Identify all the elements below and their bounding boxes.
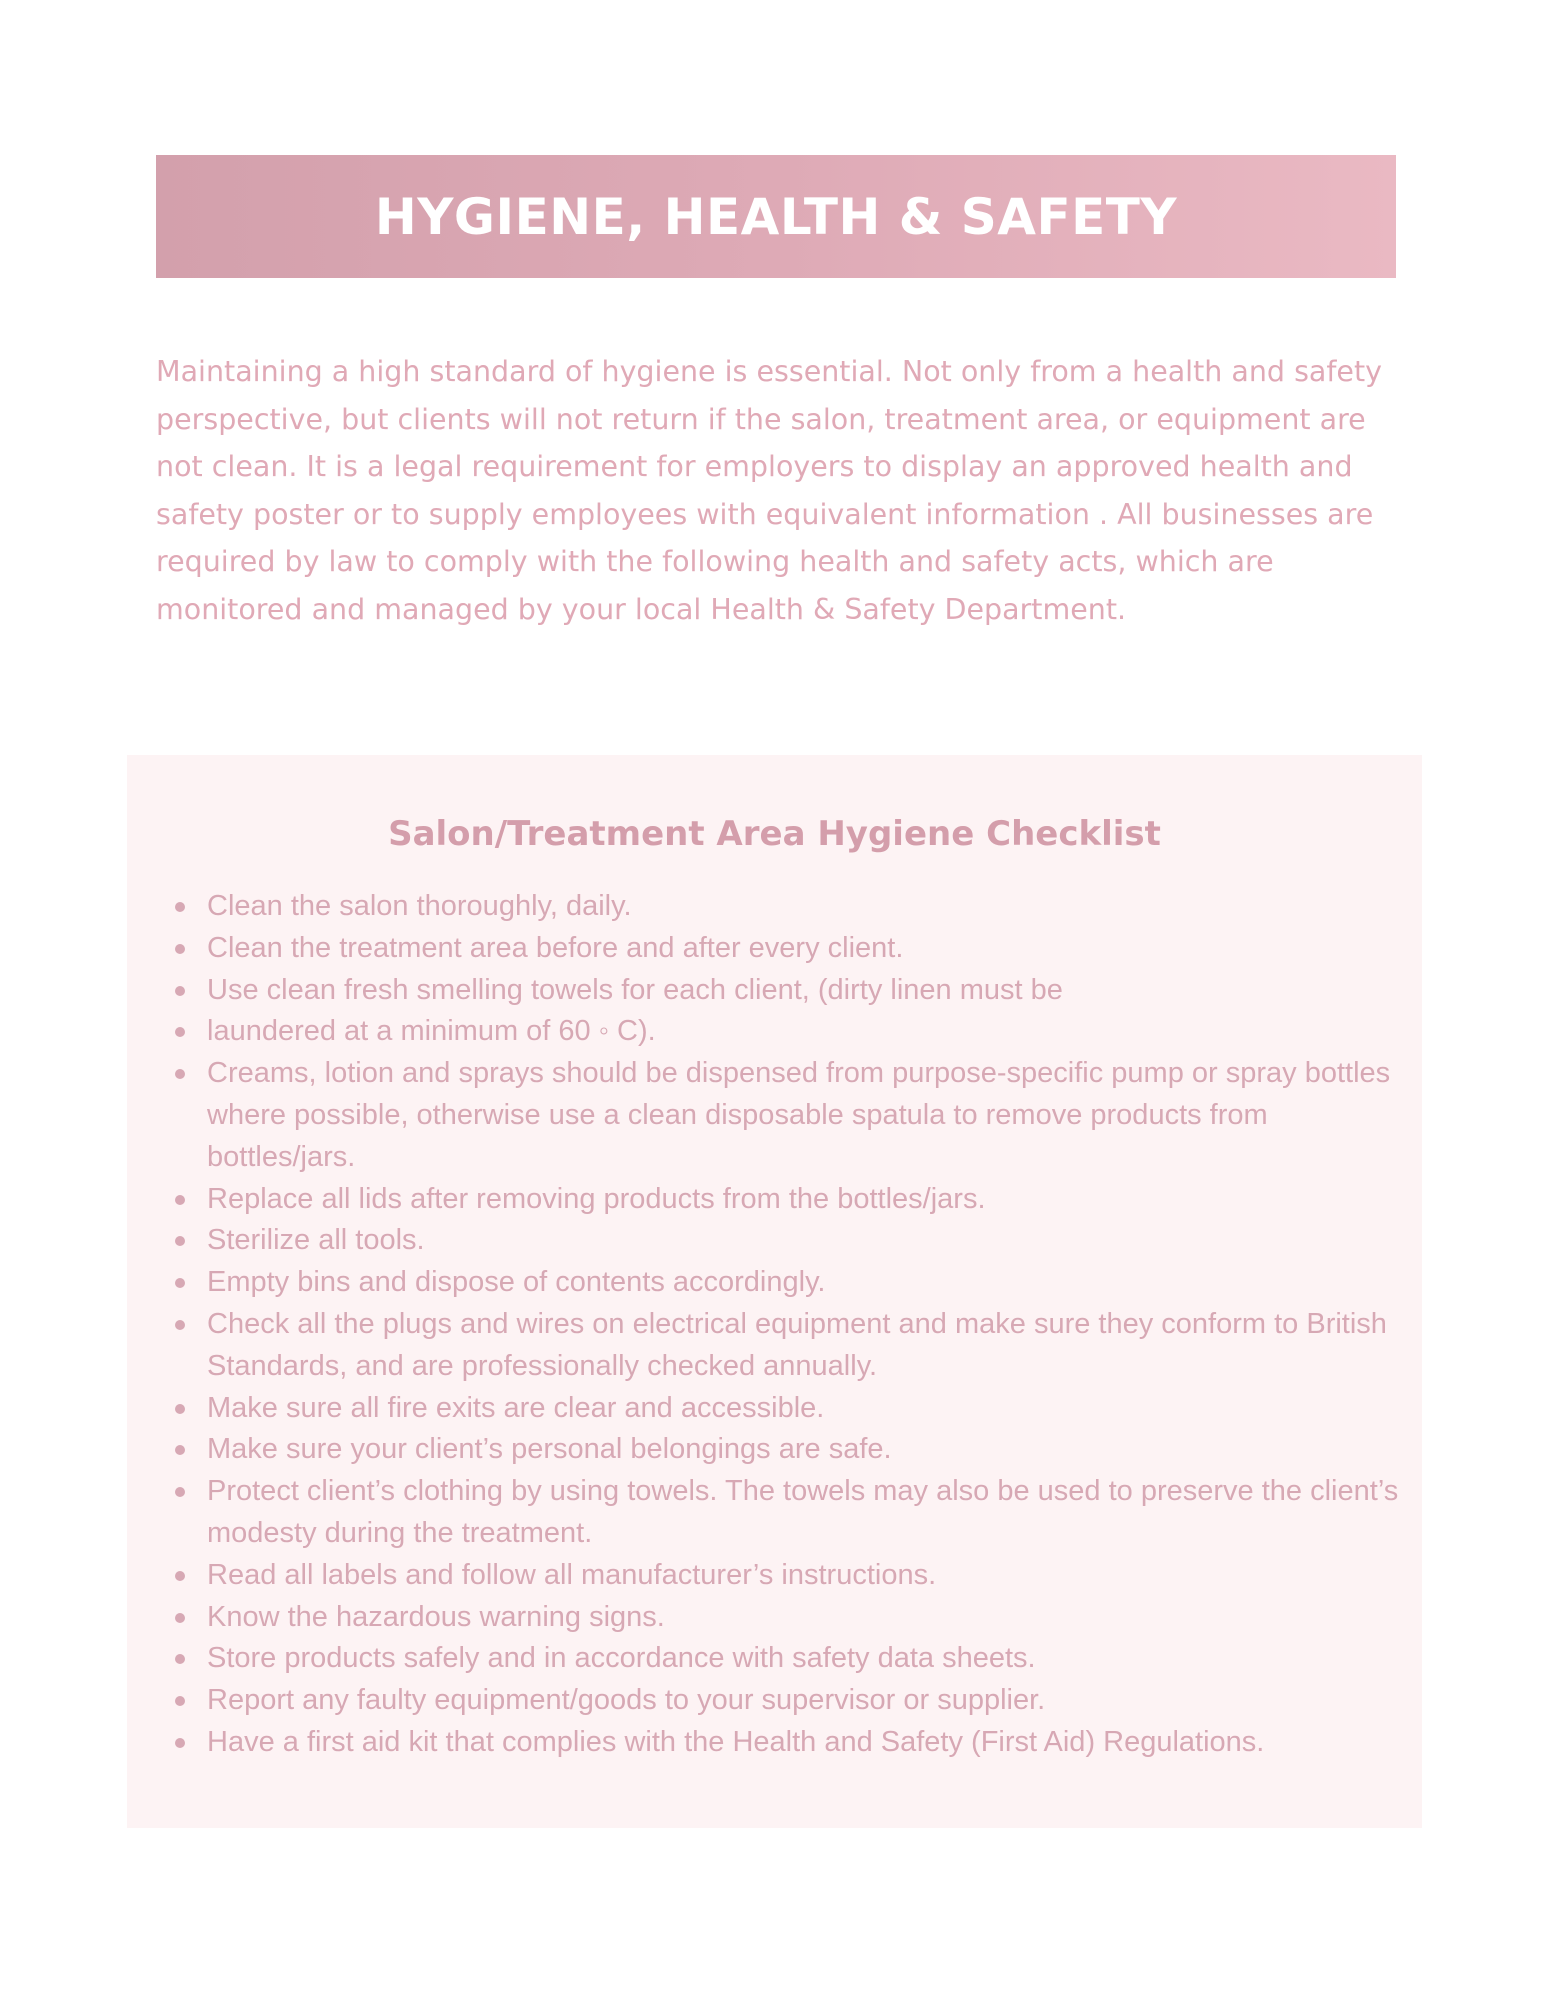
list-item-text: laundered at a minimum of 60 ◦ C). xyxy=(207,1015,656,1048)
list-item xyxy=(207,1011,1407,1053)
list-item xyxy=(207,1262,1407,1304)
list-item xyxy=(207,1304,1407,1388)
bullet-icon xyxy=(175,1404,185,1414)
list-item-text: Make sure your client’s personal belongings are safe. xyxy=(207,1433,892,1466)
bullet-icon xyxy=(175,1236,185,1246)
list-item xyxy=(207,970,1407,1012)
list-item xyxy=(207,1388,1407,1430)
list-item-text: Store products safely and in accordance with safety data sheets. xyxy=(207,1642,1036,1675)
list-item-text: Make sure all fire exits are clear and accessible. xyxy=(207,1391,825,1424)
bullet-icon xyxy=(175,944,185,954)
bullet-icon xyxy=(175,1571,185,1581)
bullet-icon xyxy=(175,986,185,996)
bullet-icon xyxy=(175,1738,185,1748)
list-item-text: Replace all lids after removing products from the bottles/jars. xyxy=(207,1182,986,1215)
checklist-heading: Salon/Treatment Area Hygiene Checklist xyxy=(388,814,1161,854)
list-item xyxy=(207,1220,1407,1262)
list-item-text: Report any faulty equipment/goods to your supervisor or supplier. xyxy=(207,1684,1046,1717)
bullet-icon xyxy=(175,1654,185,1664)
list-item-text: Protect client’s clothing by using towels. The towels may also be used to preserve the client’s modesty during the treatment. xyxy=(207,1475,1399,1549)
bullet-icon xyxy=(175,1445,185,1455)
checklist xyxy=(207,886,1407,1764)
checklist-panel xyxy=(127,755,1422,1828)
list-item xyxy=(207,886,1407,928)
list-item xyxy=(207,1179,1407,1221)
list-item xyxy=(207,1638,1407,1680)
bullet-icon xyxy=(175,1696,185,1706)
bullet-icon xyxy=(175,902,185,912)
bullet-icon xyxy=(175,1613,185,1623)
list-item-text: Creams, lotion and sprays should be dispensed from purpose-specific pump or spray bottles where possible, otherwise use a clean disposable spatula to remove products from bottles/jars. xyxy=(207,1057,1391,1173)
list-item-text: Sterilize all tools. xyxy=(207,1224,425,1257)
bullet-icon xyxy=(175,1069,185,1079)
list-item xyxy=(207,1053,1407,1178)
list-item xyxy=(207,1471,1407,1555)
bullet-icon xyxy=(175,1278,185,1288)
title-banner xyxy=(156,155,1396,278)
bullet-icon xyxy=(175,1487,185,1497)
list-item-text: Read all labels and follow all manufacturer’s instructions. xyxy=(207,1558,937,1591)
list-item xyxy=(207,1555,1407,1597)
list-item xyxy=(207,1597,1407,1639)
list-item-text: Empty bins and dispose of contents accordingly. xyxy=(207,1266,826,1299)
list-item-text: Check all the plugs and wires on electrical equipment and make sure they conform to British Standards, and are professionally checked annually. xyxy=(207,1307,1387,1382)
bullet-icon xyxy=(175,1195,185,1205)
list-item-text: Clean the salon thoroughly, daily. xyxy=(207,890,632,922)
list-item-text: Know the hazardous warning signs. xyxy=(207,1600,665,1633)
intro-paragraph: Maintaining a high standard of hygiene is essential. Not only from a health and safety perspective, but clients will not return if the salon, treatment area, or equipment are not clean. It is a legal requirement for employers to display an approved health and safety poster or to supply employees with equivalent information . All businesses are required by law to comply with the following health and safety acts, which are monitored and managed by your local Health & Safety Department. xyxy=(156,355,1383,626)
bullet-icon xyxy=(175,1027,185,1037)
list-item xyxy=(207,928,1407,970)
list-item-text: Have a first aid kit that complies with the Health and Safety (First Aid) Regulations. xyxy=(207,1725,1265,1758)
list-item-text: Use clean fresh smelling towels for each client, (dirty linen must be xyxy=(207,973,1063,1006)
list-item xyxy=(207,1722,1407,1764)
list-item xyxy=(207,1680,1407,1722)
bullet-icon xyxy=(175,1320,185,1330)
list-item xyxy=(207,1429,1407,1471)
list-item-text: Clean the treatment area before and after every client. xyxy=(207,931,904,964)
page-title: HYGIENE, HEALTH & SAFETY xyxy=(374,187,1178,246)
